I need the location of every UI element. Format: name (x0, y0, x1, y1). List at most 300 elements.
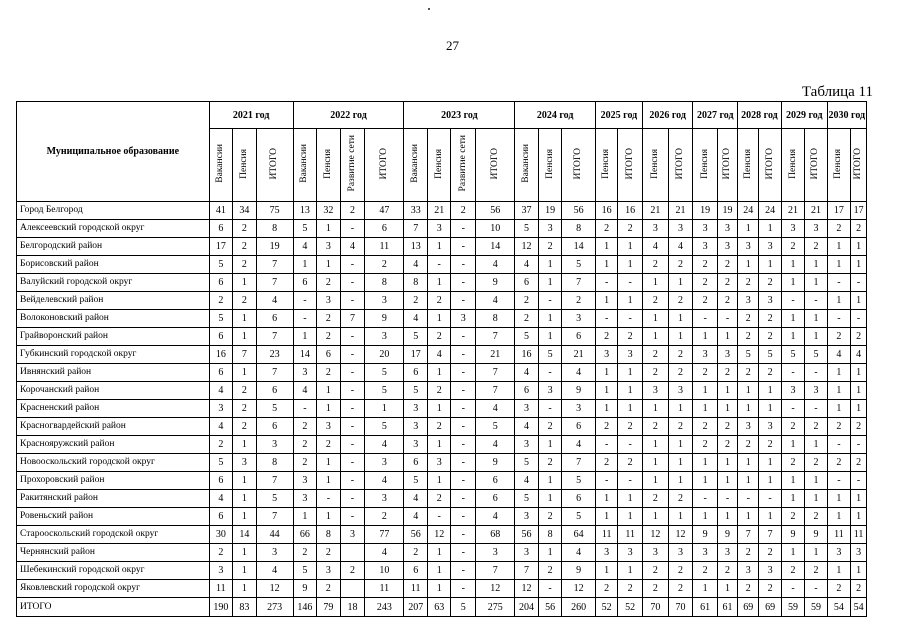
table-cell: 1 (805, 256, 827, 274)
table-cell: 9 (365, 310, 404, 328)
subcolumn-header (805, 129, 827, 202)
table-cell: 1 (851, 508, 867, 526)
municipality-name: Чернянский район (17, 544, 210, 562)
table-cell: 2 (317, 310, 341, 328)
table-cell: 1 (781, 472, 805, 490)
table-cell: 30 (209, 526, 233, 544)
table-cell: 1 (693, 472, 718, 490)
table-cell: 2 (668, 256, 693, 274)
table-cell: - (595, 436, 617, 454)
table-cell: - (827, 472, 851, 490)
table-cell: 2 (618, 220, 643, 238)
table-cell: 2 (851, 580, 867, 598)
table-cell: 3 (340, 526, 365, 544)
table-cell: 1 (759, 220, 781, 238)
total-row (17, 598, 867, 617)
subcolumn-label: Развитие сети (457, 135, 468, 192)
table-cell: 1 (827, 400, 851, 418)
table-cell: 1 (233, 310, 257, 328)
table-cell: 275 (476, 598, 515, 617)
table-cell: 1 (759, 454, 781, 472)
table-cell: 1 (781, 328, 805, 346)
table-cell: - (451, 544, 476, 562)
table-cell: 70 (668, 598, 693, 617)
table-cell: 16 (209, 346, 233, 364)
table-cell: 1 (668, 508, 693, 526)
table-cell: 4 (827, 346, 851, 364)
table-cell: 2 (827, 454, 851, 472)
table-cell: 56 (404, 526, 428, 544)
table-cell: 4 (209, 382, 233, 400)
table-cell: 3 (562, 310, 596, 328)
table-cell: 12 (642, 526, 668, 544)
table-cell: 4 (404, 310, 428, 328)
table-cell: 1 (427, 364, 451, 382)
table-cell: 7 (256, 364, 293, 382)
table-cell: 1 (538, 436, 562, 454)
table-cell: 6 (256, 418, 293, 436)
table-cell: 7 (476, 328, 515, 346)
table-cell: 11 (365, 238, 404, 256)
table-cell: 6 (317, 346, 341, 364)
table-cell: - (451, 256, 476, 274)
table-cell: 1 (738, 220, 759, 238)
table-cell: 1 (827, 490, 851, 508)
table-row (17, 328, 867, 346)
subcolumn-header (404, 129, 428, 202)
year-header: 2028 год (738, 102, 782, 129)
subcolumn-header (668, 129, 693, 202)
table-cell: 1 (233, 472, 257, 490)
table-cell: 5 (209, 256, 233, 274)
table-cell: 1 (233, 490, 257, 508)
year-header: 2023 год (404, 102, 515, 129)
table-cell: 9 (805, 526, 827, 544)
table-cell: - (805, 364, 827, 382)
table-cell: 1 (427, 436, 451, 454)
table-cell: 12 (562, 580, 596, 598)
table-cell: - (693, 490, 718, 508)
table-cell: 3 (805, 382, 827, 400)
subcolumn-label: ИТОГО (378, 147, 389, 180)
table-cell: 12 (515, 580, 539, 598)
table-cell: 52 (618, 598, 643, 617)
municipality-name: Вейделевский район (17, 292, 210, 310)
subcolumn-label: ИТОГО (810, 147, 821, 180)
table-cell: 54 (827, 598, 851, 617)
subcolumn-header (827, 129, 851, 202)
table-cell: 1 (317, 220, 341, 238)
table-cell: 2 (759, 310, 781, 328)
municipality-name: Губкинский городской округ (17, 346, 210, 364)
table-cell: 54 (851, 598, 867, 617)
table-cell: 64 (562, 526, 596, 544)
subcolumn-label: Пенсия (238, 148, 249, 179)
table-cell: 4 (515, 472, 539, 490)
table-cell: 1 (595, 364, 617, 382)
municipality-name: Корочанский район (17, 382, 210, 400)
table-cell: 1 (805, 544, 827, 562)
table-cell: 2 (668, 580, 693, 598)
table-cell: - (340, 256, 365, 274)
table-cell: 3 (427, 220, 451, 238)
subcolumn-header (340, 129, 365, 202)
table-cell: 3 (781, 220, 805, 238)
table-cell: 1 (827, 508, 851, 526)
table-cell: 5 (365, 418, 404, 436)
table-cell: 12 (515, 238, 539, 256)
table-cell: 1 (595, 400, 617, 418)
table-cell: 3 (293, 472, 317, 490)
table-cell: 2 (717, 418, 737, 436)
subcolumn-header (476, 129, 515, 202)
table-cell: 9 (781, 526, 805, 544)
table-cell: 1 (738, 256, 759, 274)
table-cell: 2 (781, 562, 805, 580)
table-cell: 14 (293, 346, 317, 364)
table-cell: - (781, 400, 805, 418)
subcolumn-label: Вакансии (299, 144, 310, 183)
table-cell: - (618, 472, 643, 490)
table-cell: 4 (476, 256, 515, 274)
table-cell: 2 (427, 292, 451, 310)
data-table (16, 101, 867, 617)
table-cell: 3 (515, 436, 539, 454)
table-cell: 4 (365, 472, 404, 490)
table-cell: 2 (427, 418, 451, 436)
table-cell: - (451, 418, 476, 436)
table-row (17, 364, 867, 382)
subcolumn-label: ИТОГО (489, 147, 500, 180)
table-row (17, 256, 867, 274)
table-cell: 6 (476, 472, 515, 490)
table-cell: 2 (404, 544, 428, 562)
table-cell: 1 (317, 256, 341, 274)
table-cell: 3 (738, 292, 759, 310)
table-cell: 9 (693, 526, 718, 544)
table-cell: - (851, 472, 867, 490)
table-cell: 1 (738, 382, 759, 400)
table-cell: 4 (340, 238, 365, 256)
table-cell: 1 (595, 508, 617, 526)
table-cell: 7 (256, 256, 293, 274)
municipality-name: Белгородский район (17, 238, 210, 256)
table-cell: 2 (233, 220, 257, 238)
table-cell: 273 (256, 598, 293, 617)
table-cell: - (451, 292, 476, 310)
table-cell: 1 (317, 454, 341, 472)
table-cell: 2 (693, 364, 718, 382)
table-cell: 9 (293, 580, 317, 598)
table-cell: - (340, 472, 365, 490)
table-row (17, 238, 867, 256)
table-cell: 2 (317, 328, 341, 346)
table-cell: 4 (404, 256, 428, 274)
table-cell: 4 (209, 418, 233, 436)
table-cell: 2 (642, 364, 668, 382)
table-cell: 1 (233, 364, 257, 382)
table-cell: 3 (317, 292, 341, 310)
table-cell: 2 (759, 328, 781, 346)
table-cell: 17 (827, 202, 851, 220)
table-cell: 204 (515, 598, 539, 617)
table-cell: 3 (209, 562, 233, 580)
table-cell: 2 (293, 544, 317, 562)
subcolumn-header (451, 129, 476, 202)
table-cell: 11 (618, 526, 643, 544)
table-cell: 4 (562, 364, 596, 382)
table-cell: 1 (233, 562, 257, 580)
table-cell: 2 (827, 220, 851, 238)
table-cell: - (451, 508, 476, 526)
table-cell: 19 (256, 238, 293, 256)
table-cell: 4 (668, 238, 693, 256)
table-cell: 4 (515, 256, 539, 274)
table-cell: 3 (717, 346, 737, 364)
table-cell: 2 (668, 292, 693, 310)
subcolumn-label: Пенсия (742, 148, 753, 179)
table-cell: 2 (827, 580, 851, 598)
subcolumn-header (515, 129, 539, 202)
table-cell: 4 (404, 490, 428, 508)
table-cell: 2 (618, 580, 643, 598)
subcolumn-header (595, 129, 617, 202)
table-cell: 1 (233, 328, 257, 346)
table-cell: 21 (427, 202, 451, 220)
subcolumn-label: Вакансии (521, 144, 532, 183)
table-cell: - (805, 400, 827, 418)
table-cell: 2 (668, 364, 693, 382)
table-cell: 6 (209, 472, 233, 490)
table-cell: 2 (233, 382, 257, 400)
table-cell: 1 (851, 400, 867, 418)
table-cell: 5 (538, 346, 562, 364)
table-cell: 5 (293, 562, 317, 580)
table-cell: 7 (256, 472, 293, 490)
table-cell: 6 (515, 382, 539, 400)
table-cell: 1 (827, 364, 851, 382)
subcolumn-header (256, 129, 293, 202)
table-cell: 63 (427, 598, 451, 617)
table-cell: 1 (781, 256, 805, 274)
table-cell: 1 (693, 400, 718, 418)
table-cell: - (340, 490, 365, 508)
table-cell: 1 (668, 400, 693, 418)
subcolumn-header (759, 129, 781, 202)
table-cell: 10 (365, 562, 404, 580)
table-cell: 1 (233, 508, 257, 526)
table-cell: 1 (759, 508, 781, 526)
table-cell: 1 (538, 490, 562, 508)
table-cell: 75 (256, 202, 293, 220)
table-cell: 37 (515, 202, 539, 220)
table-cell: - (340, 454, 365, 472)
table-cell: 4 (427, 346, 451, 364)
table-cell: 13 (404, 238, 428, 256)
table-cell: 12 (427, 526, 451, 544)
table-cell: 4 (256, 292, 293, 310)
table-cell: 5 (256, 400, 293, 418)
table-cell: 4 (562, 436, 596, 454)
table-cell: 7 (759, 526, 781, 544)
table-cell: 1 (317, 472, 341, 490)
table-cell: 1 (805, 436, 827, 454)
table-cell: 2 (717, 292, 737, 310)
table-cell: 3 (668, 544, 693, 562)
table-cell: 1 (538, 472, 562, 490)
table-cell: - (340, 364, 365, 382)
table-cell: 12 (668, 526, 693, 544)
table-cell: 1 (427, 544, 451, 562)
table-cell: - (340, 382, 365, 400)
table-cell: 2 (759, 544, 781, 562)
subcolumn-label: Пенсия (649, 148, 660, 179)
table-cell: 8 (256, 220, 293, 238)
subcolumn-header (618, 129, 643, 202)
table-cell: 1 (759, 382, 781, 400)
table-cell (340, 544, 365, 562)
table-cell: 1 (759, 472, 781, 490)
table-cell: - (451, 562, 476, 580)
table-cell: 2 (340, 562, 365, 580)
table-cell: 56 (562, 202, 596, 220)
table-cell: 2 (805, 418, 827, 436)
table-cell: 3 (538, 220, 562, 238)
table-cell: 7 (476, 364, 515, 382)
table-cell: - (618, 310, 643, 328)
table-cell: 12 (476, 580, 515, 598)
table-cell: 1 (618, 238, 643, 256)
table-cell: 2 (538, 238, 562, 256)
table-cell: 2 (365, 256, 404, 274)
municipality-name: Валуйский городской округ (17, 274, 210, 292)
table-cell: 11 (595, 526, 617, 544)
table-cell: 207 (404, 598, 428, 617)
table-cell: 1 (642, 310, 668, 328)
table-cell: 41 (209, 202, 233, 220)
table-cell: 2 (451, 202, 476, 220)
table-row (17, 274, 867, 292)
table-cell: 3 (738, 238, 759, 256)
table-cell: - (451, 238, 476, 256)
table-cell: 3 (256, 544, 293, 562)
table-cell: - (293, 310, 317, 328)
subcolumn-label: ИТОГО (675, 147, 686, 180)
year-header: 2029 год (781, 102, 827, 129)
table-cell: 243 (365, 598, 404, 617)
table-row (17, 400, 867, 418)
table-cell: 3 (759, 292, 781, 310)
subcolumn-label: ИТОГО (269, 147, 280, 180)
table-cell: 18 (340, 598, 365, 617)
subcolumn-label: Пенсия (544, 148, 555, 179)
municipality-name: Старооскольский городской округ (17, 526, 210, 544)
year-header: 2022 год (293, 102, 404, 129)
municipality-name: Яковлевский городской округ (17, 580, 210, 598)
table-cell: 6 (209, 364, 233, 382)
table-cell: - (293, 292, 317, 310)
table-cell: 2 (759, 580, 781, 598)
table-cell: 2 (404, 292, 428, 310)
table-cell: - (340, 508, 365, 526)
municipality-name: Шебекинский городской округ (17, 562, 210, 580)
table-cell: 2 (805, 454, 827, 472)
table-cell: 3 (717, 220, 737, 238)
table-cell: 5 (404, 472, 428, 490)
table-cell: 2 (209, 436, 233, 454)
table-cell: 2 (693, 562, 718, 580)
table-cell: 69 (759, 598, 781, 617)
table-cell: 32 (317, 202, 341, 220)
table-cell: 5 (256, 490, 293, 508)
subcolumn-header (781, 129, 805, 202)
table-cell: 11 (209, 580, 233, 598)
table-cell: 59 (805, 598, 827, 617)
subcolumn-header (693, 129, 718, 202)
table-cell: 146 (293, 598, 317, 617)
table-cell: 2 (538, 454, 562, 472)
table-cell: 3 (738, 418, 759, 436)
table-cell: 1 (427, 310, 451, 328)
table-cell: 2 (233, 256, 257, 274)
table-cell: 8 (256, 454, 293, 472)
table-cell: 4 (293, 382, 317, 400)
table-cell: 3 (717, 238, 737, 256)
table-cell: 8 (562, 220, 596, 238)
table-cell: 6 (404, 562, 428, 580)
table-cell: 3 (317, 418, 341, 436)
table-cell: 1 (595, 256, 617, 274)
table-row (17, 490, 867, 508)
table-cell: 3 (317, 238, 341, 256)
subcolumn-header (365, 129, 404, 202)
table-cell: 14 (233, 526, 257, 544)
table-cell: 2 (805, 238, 827, 256)
subcolumn-label: ИТОГО (573, 147, 584, 180)
table-cell: 4 (476, 436, 515, 454)
table-row (17, 220, 867, 238)
table-cell: 2 (851, 418, 867, 436)
table-cell: 4 (365, 436, 404, 454)
table-cell: - (759, 490, 781, 508)
table-cell: 1 (233, 544, 257, 562)
table-cell: 1 (595, 382, 617, 400)
table-cell: - (851, 310, 867, 328)
table-cell: 21 (805, 202, 827, 220)
table-cell: 3 (365, 490, 404, 508)
subcolumn-label: Пенсия (787, 148, 798, 179)
table-cell: - (781, 580, 805, 598)
table-cell: 4 (642, 238, 668, 256)
table-cell: 44 (256, 526, 293, 544)
table-cell: 1 (642, 472, 668, 490)
subcolumn-header (209, 129, 233, 202)
table-cell: 2 (759, 274, 781, 292)
table-cell: 2 (805, 562, 827, 580)
table-cell: 3 (738, 562, 759, 580)
table-cell: 16 (515, 346, 539, 364)
table-cell: 24 (759, 202, 781, 220)
table-cell: 21 (476, 346, 515, 364)
table-cell: 5 (781, 346, 805, 364)
table-cell: 2 (595, 220, 617, 238)
table-cell: 1 (851, 292, 867, 310)
table-row (17, 454, 867, 472)
table-cell: 20 (365, 346, 404, 364)
table-cell: 7 (340, 310, 365, 328)
table-cell: 3 (209, 400, 233, 418)
municipality-name: Красненский район (17, 400, 210, 418)
